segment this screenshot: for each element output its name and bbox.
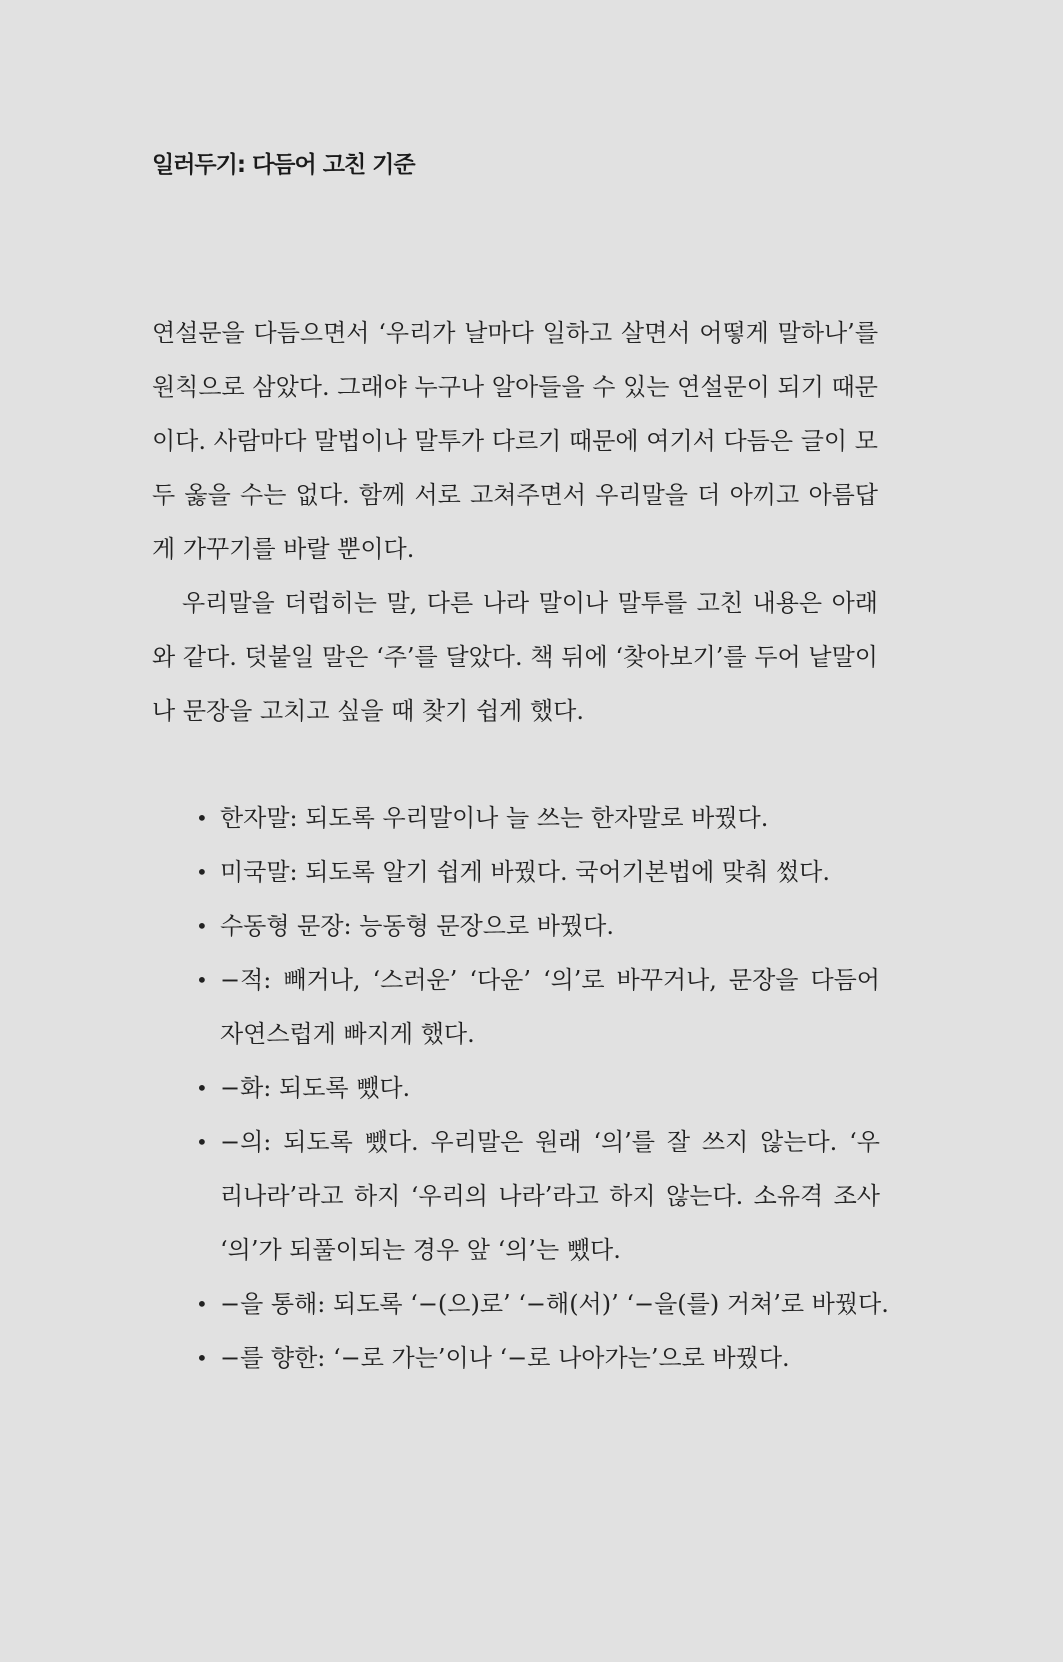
paragraph-line: 이다. 사람마다 말법이나 말투가 다르기 때문에 여기서 다듬은 글이 모 xyxy=(152,427,878,455)
list-item-text: −화: 되도록 뺐다. xyxy=(220,1074,411,1102)
list-item xyxy=(196,953,880,1061)
list-item-text: 수동형 문장: 능동형 문장으로 바꿨다. xyxy=(220,912,614,940)
list-item-text: −를 향한: ‘−로 가는’이나 ‘−로 나아가는’으로 바꿨다. xyxy=(220,1344,790,1372)
paragraph-line: 원칙으로 삼았다. 그래야 누구나 알아들을 수 있는 연설문이 되기 때문 xyxy=(152,373,878,401)
list-item-text: 리나라’라고 하지 ‘우리의 나라’라고 하지 않는다. 소유격 조사 xyxy=(220,1182,880,1210)
list-item xyxy=(196,1331,880,1385)
list-item xyxy=(196,1061,880,1115)
paragraph-line: 와 같다. 덧붙일 말은 ‘주’를 달았다. 책 뒤에 ‘찾아보기’를 두어 낱말이 xyxy=(152,643,878,671)
list-item xyxy=(196,899,880,953)
bullet-icon: • xyxy=(196,860,208,884)
rules-list xyxy=(196,791,889,1385)
bullet-icon: • xyxy=(196,1076,208,1100)
paragraph-line: 연설문을 다듬으면서 ‘우리가 날마다 일하고 살면서 어떻게 말하나’를 xyxy=(152,319,878,347)
bullet-icon: • xyxy=(196,914,208,938)
list-item-text: −의: 되도록 뺐다. 우리말은 원래 ‘의’를 잘 쓰지 않는다. ‘우 xyxy=(220,1128,880,1156)
list-item xyxy=(196,1277,889,1331)
bullet-icon: • xyxy=(196,1346,208,1370)
bullet-icon: • xyxy=(196,1130,208,1154)
paragraph-line: 우리말을 더럽히는 말, 다른 나라 말이나 말투를 고친 내용은 아래 xyxy=(182,589,878,617)
list-item-text: 미국말: 되도록 알기 쉽게 바꿨다. 국어기본법에 맞춰 썼다. xyxy=(220,858,830,886)
list-item-text: −을 통해: 되도록 ‘−(으)로’ ‘−해(서)’ ‘−을(를) 거쳐’로 바꿨다. xyxy=(220,1290,889,1318)
list-item xyxy=(196,791,880,845)
list-item-text: −적: 빼거나, ‘스러운’ ‘다운’ ‘의’로 바꾸거나, 문장을 다듬어 xyxy=(220,966,880,994)
bullet-icon: • xyxy=(196,968,208,992)
list-item xyxy=(196,845,880,899)
paragraph-line: 나 문장을 고치고 싶을 때 찾기 쉽게 했다. xyxy=(152,697,584,725)
paragraph-line: 두 옳을 수는 없다. 함께 서로 고쳐주면서 우리말을 더 아끼고 아름답 xyxy=(152,481,878,509)
paragraph-line: 게 가꾸기를 바랄 뿐이다. xyxy=(152,535,415,563)
list-item-text: 한자말: 되도록 우리말이나 늘 쓰는 한자말로 바꿨다. xyxy=(220,804,769,832)
section-heading: 일러두기: 다듬어 고친 기준 xyxy=(152,152,415,178)
intro-text xyxy=(152,306,878,738)
bullet-icon: • xyxy=(196,806,208,830)
list-item-text: 자연스럽게 빠지게 했다. xyxy=(220,1020,475,1048)
list-item-text: ‘의’가 되풀이되는 경우 앞 ‘의’는 뺐다. xyxy=(220,1236,621,1264)
list-item xyxy=(196,1115,880,1277)
bullet-icon: • xyxy=(196,1292,208,1316)
